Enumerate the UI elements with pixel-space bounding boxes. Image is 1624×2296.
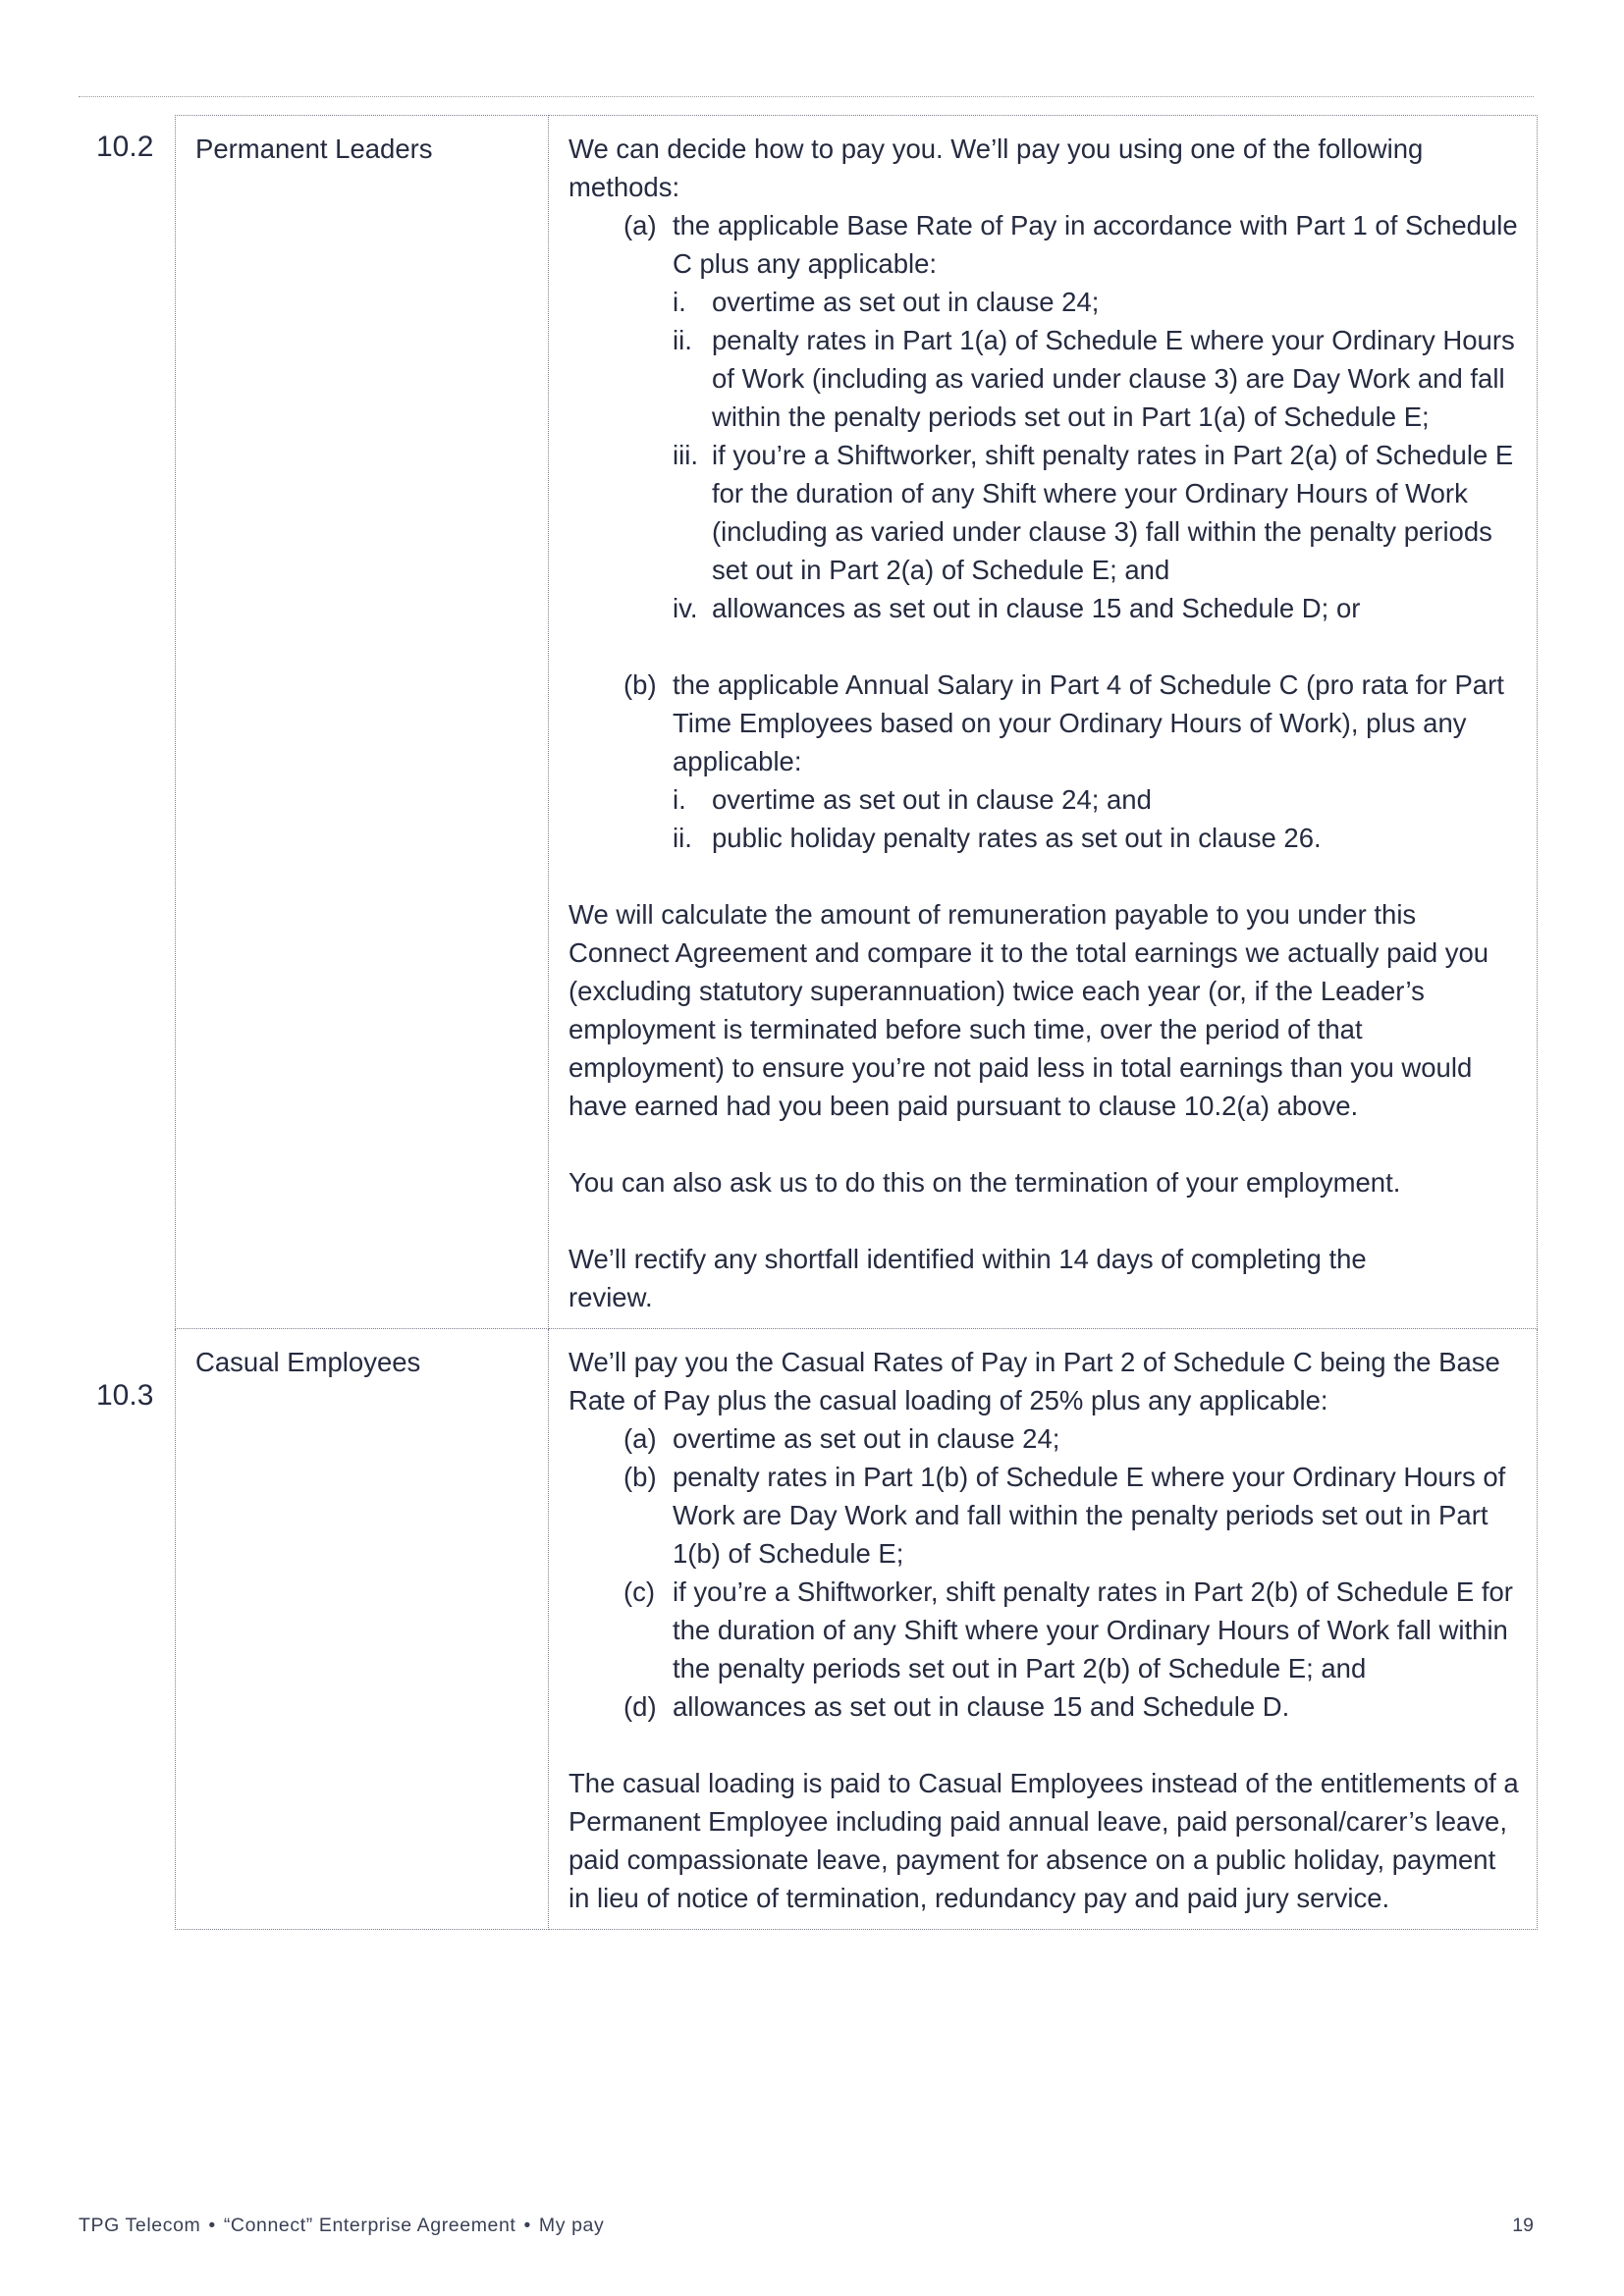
list-item-text: if you’re a Shiftworker, shift penalty rates in Part 2(b) of Schedule E for the duration of any Shift where your Ordinary Hours of Work fall within the penalty periods set out in Part 2(b) of Schedule E; and	[673, 1576, 1513, 1683]
paragraph: You can also ask us to do this on the termination of your employment.	[568, 1167, 1401, 1198]
list-item	[623, 1687, 1523, 1726]
list-item-text: allowances as set out in clause 15 and Schedule D.	[673, 1691, 1290, 1722]
clause-body	[549, 1329, 1538, 1930]
list-item-text: the applicable Base Rate of Pay in accordance with Part 1 of Schedule C plus any applicable:	[673, 210, 1518, 279]
sub-list-item-text: allowances as set out in clause 15 and Schedule D; or	[712, 593, 1361, 623]
sub-list-item	[673, 321, 1523, 436]
list-item-text: the applicable Annual Salary in Part 4 of Schedule C (pro rata for Part Time Employees based on your Ordinary Hours of Work), plus any applicable:	[673, 669, 1504, 776]
footer-section: My pay	[538, 2215, 605, 2236]
clause-row-10-3	[176, 1329, 1538, 1930]
list-item-label: (a)	[623, 1423, 657, 1454]
page-number: 19	[1512, 2215, 1534, 2236]
clause-number: 10.2	[96, 131, 154, 163]
sub-list-item-text: if you’re a Shiftworker, shift penalty rates in Part 2(a) of Schedule E for the duration of any Shift where your Ordinary Hours of Work (including as varied under clause 3) fall within the penalty periods set out in Part 2(a) of Schedule E; and	[712, 440, 1514, 585]
list-item-label: (b)	[623, 1462, 657, 1492]
clause-intro: We can decide how to pay you. We’ll pay you using one of the following methods:	[568, 133, 1424, 202]
sub-list-item	[673, 589, 1523, 627]
page-footer	[79, 2215, 604, 2237]
sub-list-item-label: i.	[673, 287, 686, 317]
footer-separator: •	[523, 2215, 531, 2236]
list-item-label: (c)	[623, 1576, 656, 1607]
list-item-text: penalty rates in Part 1(b) of Schedule E where your Ordinary Hours of Work are Day Work and fall within the penalty periods set out in Part 1(b) of Schedule E;	[673, 1462, 1506, 1569]
paragraph: We will calculate the amount of remuneration payable to you under this Connect Agreement and compare it to the total earnings we actually paid you (excluding statutory superannuation) twice each year (or, if the Leader’s employment is terminated before such time, over the period of that employment) to ensure you’re not paid less in total earnings than you would have earned had you been paid pursuant to clause 10.2(a) above.	[568, 899, 1489, 1121]
sub-list-item-label: iii.	[673, 440, 698, 470]
list-item-text: overtime as set out in clause 24;	[673, 1423, 1060, 1454]
list-item-label: (b)	[623, 669, 657, 700]
sub-list-item-label: ii.	[673, 325, 692, 355]
sub-list-item-text: public holiday penalty rates as set out in clause 26.	[712, 823, 1322, 853]
list-item	[623, 206, 1523, 283]
clause-table	[175, 115, 1538, 1930]
paragraph: The casual loading is paid to Casual Employees instead of the entitlements of a Permanent Employee including paid annual leave, paid personal/carer’s leave, paid compassionate leave, payment for absence on a public holiday, payment in lieu of notice of termination, redundancy pay and paid jury service.	[568, 1768, 1519, 1913]
clause-row-10-2	[176, 116, 1538, 1329]
list-item	[623, 1419, 1523, 1458]
list-item	[623, 666, 1523, 780]
sub-list-item-label: i.	[673, 784, 686, 815]
sub-list-item-label: iv.	[673, 593, 698, 623]
sub-list-item-text: overtime as set out in clause 24; and	[712, 784, 1152, 815]
clause-title: Casual Employees	[176, 1329, 549, 1930]
sub-list-item	[673, 436, 1523, 589]
sub-list-item-text: overtime as set out in clause 24;	[712, 287, 1100, 317]
clause-title: Permanent Leaders	[176, 116, 549, 1329]
footer-separator: •	[208, 2215, 216, 2236]
clause-body	[549, 116, 1538, 1329]
sub-list-item-label: ii.	[673, 823, 692, 853]
list-item-label: (a)	[623, 210, 657, 240]
list-item	[623, 1458, 1523, 1573]
clause-intro: We’ll pay you the Casual Rates of Pay in Part 2 of Schedule C being the Base Rate of Pay plus the casual loading of 25% plus any applicable:	[568, 1347, 1500, 1415]
sub-list-item-text: penalty rates in Part 1(a) of Schedule E where your Ordinary Hours of Work (including as varied under clause 3) are Day Work and fall within the penalty periods set out in Part 1(a) of Schedule E;	[712, 325, 1515, 432]
top-divider	[79, 96, 1534, 97]
sub-list-item	[673, 283, 1523, 321]
footer-company: TPG Telecom	[79, 2215, 201, 2236]
clause-number: 10.3	[96, 1379, 154, 1412]
sub-list-item	[673, 780, 1523, 819]
paragraph: We’ll rectify any shortfall identified within 14 days of completing the review.	[568, 1244, 1367, 1312]
sub-list-item	[673, 819, 1523, 857]
footer-document: “Connect” Enterprise Agreement	[223, 2215, 516, 2236]
list-item-label: (d)	[623, 1691, 657, 1722]
list-item	[623, 1573, 1523, 1687]
